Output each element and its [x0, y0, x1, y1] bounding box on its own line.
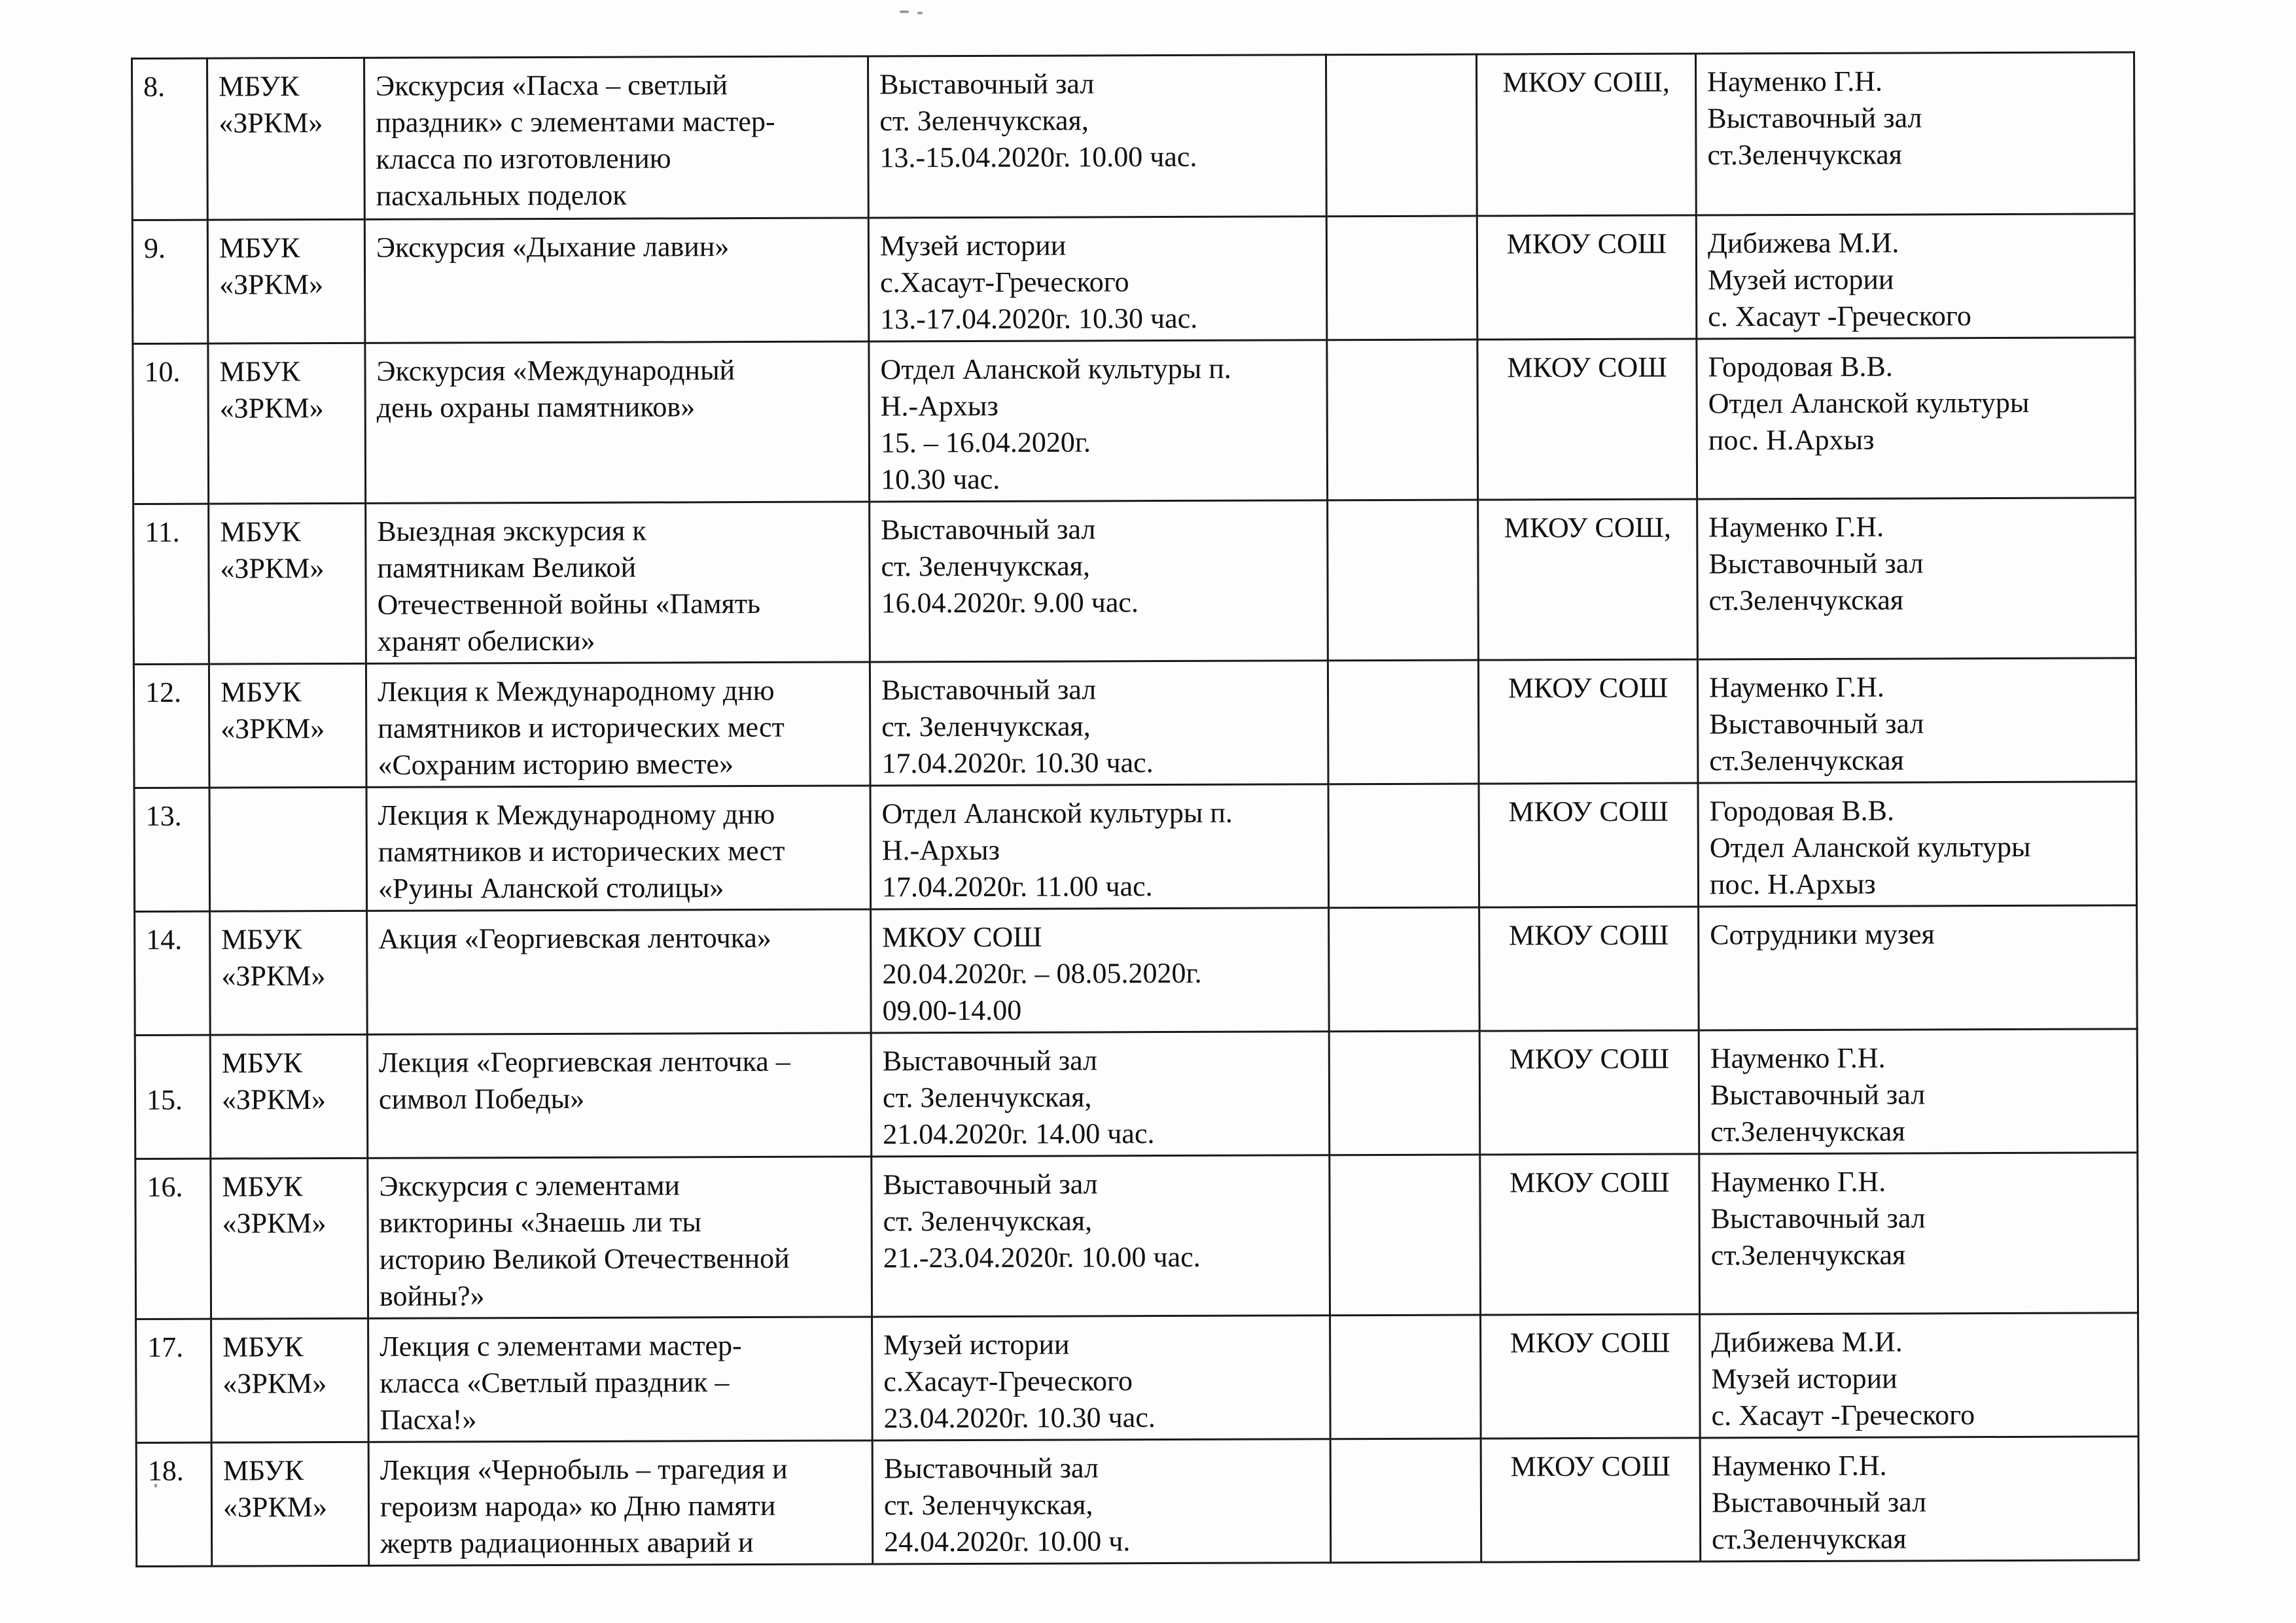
event-line: историю Великой Отечественной: [379, 1242, 790, 1276]
organizer-line: «ЗРКМ»: [222, 1367, 327, 1400]
organizer-line: «ЗРКМ»: [221, 960, 326, 992]
organizer-line: МБУК: [220, 676, 302, 708]
venue-line: ст. Зеленчукская,: [879, 104, 1089, 137]
participant-text: МКОУ СОШ: [1506, 227, 1667, 260]
event-line: Отечественной войны «Память: [377, 587, 761, 621]
row-number-cell: [136, 1319, 212, 1442]
venue-line: Выставочный зал: [883, 1452, 1099, 1485]
table-row: [136, 1437, 2139, 1567]
responsible-line: Науменко Г.Н.: [1710, 1165, 1886, 1198]
venue-line: Отдел Аланской культуры п.: [881, 796, 1233, 830]
venue-datetime-cell: [870, 784, 1329, 909]
event-line: Экскурсия «Пасха – светлый: [376, 69, 728, 102]
participant-cell: [1481, 1314, 1701, 1439]
organizer-line: «ЗРКМ»: [219, 107, 323, 139]
scan-speck: [900, 10, 909, 13]
venue-line: Н.-Архыз: [880, 389, 998, 423]
empty-cell: [1328, 500, 1479, 661]
row-number: 8.: [143, 70, 166, 103]
event-line: Экскурсия «Дыхание лавин»: [376, 230, 730, 264]
event-line: Лекция с элементами мастер-: [380, 1329, 742, 1363]
responsible-line: Науменко Г.Н.: [1707, 65, 1883, 98]
organizer-cell: [207, 58, 365, 220]
venue-line: 09.00-14.00: [882, 994, 1022, 1027]
event-line: хранят обелиски»: [377, 624, 595, 657]
row-number: 9.: [143, 232, 166, 264]
participant-cell: [1477, 215, 1697, 340]
empty-cell: [1330, 1315, 1481, 1439]
responsible-line: Дибижева М.И.: [1711, 1325, 1903, 1359]
participant-cell: [1481, 1438, 1701, 1562]
participant-text: МКОУ СОШ: [1508, 795, 1669, 828]
event-line: памятникам Великой: [377, 551, 637, 584]
event-line: войны?»: [379, 1280, 485, 1312]
row-number-cell: [136, 1442, 212, 1566]
table-row: [132, 52, 2135, 220]
organizer-line: «ЗРКМ»: [220, 552, 325, 585]
participant-cell: [1477, 339, 1697, 500]
venue-datetime-cell: [872, 1439, 1331, 1564]
event-line: жертв радиационных аварий и: [380, 1526, 754, 1560]
participant-text: МКОУ СОШ: [1508, 918, 1669, 952]
responsible-line: пос. Н.Архыз: [1709, 867, 1876, 901]
participant-text: МКОУ СОШ,: [1502, 65, 1670, 99]
venue-line: Выставочный зал: [879, 67, 1095, 101]
venue-line: 17.04.2020г. 11.00 час.: [881, 870, 1153, 903]
venue-line: Музей истории: [879, 229, 1067, 262]
event-line: символ Победы»: [378, 1082, 585, 1115]
venue-line: с.Хасаут-Греческого: [883, 1365, 1133, 1398]
event-line: памятников и исторических мест: [378, 834, 785, 868]
event-line: Лекция «Чернобыль – трагедия и: [380, 1452, 788, 1486]
venue-line: 23.04.2020г. 10.30 час.: [883, 1401, 1156, 1435]
row-number-cell: [135, 1035, 211, 1159]
venue-line: Отдел Аланской культуры п.: [880, 352, 1231, 386]
venue-datetime-cell: [872, 1316, 1331, 1440]
event-line: Лекция «Георгиевская ленточка –: [378, 1045, 790, 1079]
responsible-line: Выставочный зал: [1711, 1486, 1927, 1519]
venue-datetime-cell: [870, 500, 1328, 662]
table-row: [133, 338, 2136, 504]
responsible-cell: [1697, 658, 2136, 783]
participant-text: МКОУ СОШ,: [1504, 511, 1672, 544]
participant-cell: [1478, 659, 1698, 784]
table-row: [135, 1029, 2138, 1159]
row-number: 18.: [147, 1454, 184, 1487]
empty-cell: [1327, 340, 1478, 500]
row-number: 12.: [145, 676, 182, 708]
events-table: [131, 51, 2140, 1567]
responsible-line: Выставочный зал: [1708, 547, 1924, 580]
organizer-line: МБУК: [221, 1047, 303, 1079]
event-line: день охраны памятников»: [376, 391, 696, 424]
event-cell: [368, 1157, 872, 1318]
responsible-cell: [1697, 498, 2136, 659]
event-cell: [364, 56, 869, 219]
responsible-line: с. Хасаут -Греческого: [1708, 300, 1971, 333]
venue-line: Н.-Архыз: [881, 833, 1000, 867]
table-row: [135, 905, 2138, 1036]
responsible-line: Выставочный зал: [1707, 101, 1922, 135]
row-number: 16.: [147, 1170, 183, 1203]
venue-datetime-cell: [869, 340, 1328, 502]
empty-cell: [1330, 1155, 1481, 1316]
venue-line: 10.30 час.: [880, 462, 1000, 496]
row-number-cell: [133, 664, 209, 788]
organizer-cell: [209, 663, 366, 788]
venue-line: Выставочный зал: [883, 1168, 1098, 1201]
responsible-line: Городовая В.В.: [1708, 350, 1893, 383]
row-number-cell: [133, 504, 209, 664]
responsible-line: ст.Зеленчукская: [1708, 584, 1904, 617]
responsible-line: Науменко Г.Н.: [1708, 510, 1884, 544]
organizer-line: «ЗРКМ»: [219, 268, 324, 301]
responsible-line: ст.Зеленчукская: [1709, 744, 1904, 777]
event-line: праздник» с элементами мастер-: [376, 105, 775, 139]
row-number: 11.: [145, 515, 180, 548]
venue-line: ст. Зеленчукская,: [882, 1081, 1092, 1114]
venue-line: 21.04.2020г. 14.00 час.: [883, 1117, 1155, 1151]
event-line: класса «Светлый праздник –: [380, 1366, 730, 1399]
empty-cell: [1329, 907, 1480, 1032]
responsible-line: Городовая В.В.: [1709, 794, 1895, 828]
row-number-cell: [132, 58, 208, 220]
row-number-cell: [134, 788, 210, 911]
participant-cell: [1479, 783, 1699, 907]
responsible-line: Отдел Аланской культуры: [1708, 386, 2030, 420]
organizer-cell: [211, 1442, 369, 1566]
organizer-line: «ЗРКМ»: [219, 392, 324, 425]
event-cell: [366, 662, 870, 787]
participant-cell: [1476, 54, 1696, 216]
empty-cell: [1329, 1031, 1480, 1155]
organizer-cell: [209, 787, 367, 911]
event-cell: [366, 502, 870, 663]
empty-cell: [1326, 54, 1477, 217]
organizer-line: МБУК: [222, 1170, 303, 1203]
empty-cell: [1328, 660, 1479, 784]
responsible-cell: [1700, 1437, 2139, 1562]
table-row: [136, 1313, 2139, 1443]
responsible-line: Науменко Г.Н.: [1708, 671, 1884, 704]
table-row: [133, 498, 2136, 665]
event-line: героизм народа» ко Дню памяти: [380, 1489, 776, 1523]
venue-line: 24.04.2020г. 10.00 ч.: [884, 1525, 1131, 1558]
events-table-body: [132, 52, 2139, 1567]
responsible-line: Сотрудники музея: [1710, 918, 1935, 951]
organizer-line: «ЗРКМ»: [222, 1491, 328, 1524]
event-line: пасхальных поделок: [376, 179, 627, 212]
event-line: Лекция к Международному дню: [378, 797, 775, 831]
responsible-line: ст.Зеленчукская: [1710, 1238, 1906, 1272]
venue-line: ст. Зеленчукская,: [883, 1488, 1093, 1522]
row-number: 14.: [146, 923, 183, 956]
responsible-line: Науменко Г.Н.: [1710, 1041, 1886, 1075]
responsible-line: Науменко Г.Н.: [1711, 1449, 1887, 1482]
organizer-cell: [210, 1034, 368, 1159]
venue-line: с.Хасаут-Греческого: [880, 266, 1129, 299]
venue-datetime-cell: [868, 55, 1326, 218]
responsible-line: с. Хасаут -Греческого: [1711, 1399, 1975, 1432]
organizer-line: «ЗРКМ»: [221, 712, 325, 745]
venue-line: 21.-23.04.2020г. 10.00 час.: [883, 1240, 1201, 1274]
event-cell: [364, 218, 869, 343]
organizer-cell: [211, 1318, 369, 1442]
responsible-line: Музей истории: [1711, 1362, 1898, 1395]
responsible-line: ст.Зеленчукская: [1707, 138, 1903, 171]
event-line: Выездная экскурсия к: [377, 514, 646, 548]
responsible-line: Выставочный зал: [1709, 707, 1924, 741]
organizer-cell: [210, 911, 368, 1035]
row-number-cell: [135, 911, 211, 1035]
venue-line: ст. Зеленчукская,: [881, 550, 1091, 583]
table-row: [134, 782, 2137, 912]
venue-line: ст. Зеленчукская,: [881, 710, 1091, 743]
event-cell: [366, 786, 871, 911]
row-number-cell: [132, 220, 208, 343]
table-row: [133, 658, 2136, 788]
participant-text: МКОУ СОШ: [1510, 1326, 1670, 1359]
event-cell: [368, 1440, 873, 1565]
organizer-line: МБУК: [219, 232, 300, 264]
row-number: 17.: [147, 1331, 184, 1363]
empty-cell: [1328, 784, 1479, 908]
responsible-cell: [1699, 905, 2138, 1030]
responsible-cell: [1700, 1313, 2139, 1438]
venue-datetime-cell: [868, 217, 1327, 341]
row-number: 10.: [144, 355, 181, 388]
organizer-line: МБУК: [219, 355, 300, 388]
empty-cell: [1330, 1439, 1481, 1563]
responsible-line: Дибижева М.И.: [1707, 226, 1899, 260]
event-line: Пасха!»: [380, 1403, 477, 1436]
venue-datetime-cell: [871, 1032, 1330, 1157]
participant-cell: [1479, 907, 1699, 1031]
organizer-line: МБУК: [222, 1454, 304, 1487]
event-cell: [367, 1033, 872, 1158]
organizer-line: «ЗРКМ»: [221, 1083, 327, 1116]
participant-text: МКОУ СОШ: [1507, 351, 1667, 384]
organizer-line: «ЗРКМ»: [222, 1207, 327, 1240]
participant-text: МКОУ СОШ: [1510, 1450, 1671, 1483]
event-cell: [367, 909, 872, 1034]
organizer-line: МБУК: [222, 1331, 304, 1363]
venue-line: Выставочный зал: [881, 673, 1097, 707]
participant-cell: [1479, 1030, 1699, 1155]
organizer-line: МБУК: [221, 923, 302, 956]
responsible-line: ст.Зеленчукская: [1712, 1522, 1907, 1556]
event-line: Экскурсия с элементами: [379, 1169, 680, 1202]
participant-text: МКОУ СОШ: [1510, 1166, 1670, 1199]
organizer-line: МБУК: [220, 515, 301, 548]
venue-line: Выставочный зал: [881, 513, 1096, 546]
event-line: Экскурсия «Международный: [376, 354, 735, 387]
venue-datetime-cell: [872, 1155, 1330, 1317]
participant-text: МКОУ СОШ: [1508, 671, 1669, 705]
responsible-line: Выставочный зал: [1710, 1078, 1926, 1111]
table-row: [132, 214, 2135, 344]
participant-cell: [1480, 1154, 1700, 1315]
responsible-line: Отдел Аланской культуры: [1709, 830, 2031, 864]
event-line: Акция «Георгиевская ленточка»: [378, 921, 771, 955]
venue-line: Музей истории: [883, 1328, 1070, 1361]
row-number-cell: [133, 343, 209, 504]
participant-text: МКОУ СОШ: [1509, 1042, 1670, 1075]
organizer-cell: [207, 219, 365, 343]
responsible-cell: [1699, 1153, 2138, 1314]
scan-speck: [917, 12, 923, 14]
responsible-cell: [1696, 214, 2135, 339]
venue-line: Выставочный зал: [882, 1044, 1098, 1077]
event-line: «Сохраним историю вместе»: [378, 748, 734, 781]
organizer-cell: [208, 343, 366, 504]
event-line: «Руины Аланской столицы»: [378, 871, 724, 905]
responsible-line: Выставочный зал: [1710, 1202, 1926, 1235]
venue-line: 13.-17.04.2020г. 10.30 час.: [880, 302, 1198, 336]
row-number-cell: [135, 1159, 211, 1319]
event-line: класса по изготовлению: [376, 142, 671, 175]
venue-datetime-cell: [870, 661, 1328, 786]
event-cell: [365, 341, 870, 503]
responsible-cell: [1698, 782, 2137, 907]
venue-line: 16.04.2020г. 9.00 час.: [881, 586, 1139, 620]
event-line: викторины «Знаешь ли ты: [379, 1206, 702, 1239]
responsible-line: Музей истории: [1708, 263, 1894, 296]
venue-line: ст. Зеленчукская,: [883, 1204, 1093, 1238]
organizer-cell: [209, 503, 366, 664]
organizer-cell: [211, 1158, 368, 1319]
responsible-cell: [1699, 1029, 2138, 1154]
row-number: 15.: [146, 1083, 183, 1116]
empty-cell: [1326, 216, 1477, 340]
event-cell: [368, 1317, 873, 1442]
responsible-line: пос. Н.Архыз: [1708, 423, 1875, 457]
venue-line: 20.04.2020г. – 08.05.2020г.: [882, 956, 1202, 990]
venue-line: 17.04.2020г. 10.30 час.: [881, 746, 1154, 780]
table-row: [135, 1153, 2138, 1319]
venue-line: 13.-15.04.2020г. 10.00 час.: [879, 140, 1197, 174]
event-line: Лекция к Международному дню: [377, 674, 775, 708]
responsible-cell: [1697, 338, 2136, 499]
participant-cell: [1478, 499, 1698, 660]
event-line: памятников и исторических мест: [378, 710, 785, 744]
row-number: 13.: [145, 799, 182, 832]
responsible-cell: [1695, 52, 2134, 215]
organizer-line: МБУК: [219, 70, 300, 103]
responsible-line: ст.Зеленчукская: [1710, 1115, 1905, 1148]
venue-line: 15. – 16.04.2020г.: [880, 426, 1091, 459]
venue-line: МКОУ СОШ: [882, 920, 1042, 954]
venue-datetime-cell: [871, 908, 1330, 1033]
